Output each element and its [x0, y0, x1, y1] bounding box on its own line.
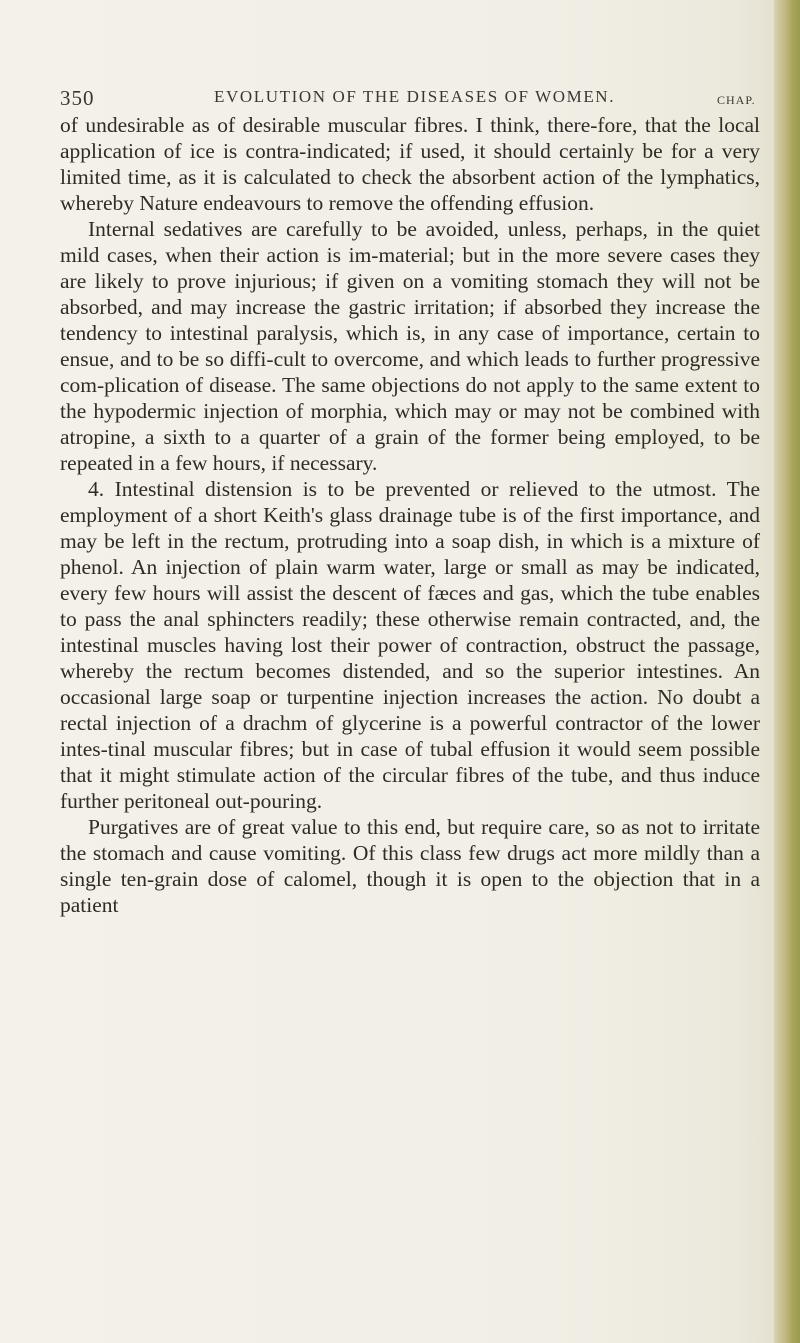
paragraph-purgatives: Purgatives are of great value to this end, but require care, so as not to irritate the stomach and cause vomiting. Of this class few drugs act more mildly than a single ten-grain dose of calomel, though it is open to the objection that in a patient — [60, 815, 760, 917]
running-title: EVOLUTION OF THE DISEASES OF WOMEN. — [214, 87, 616, 106]
paragraph-intestinal-distension: 4. Intestinal distension is to be prevented or relieved to the utmost. The employment of a short Keith's glass drainage tube is of the first importance, and may be left in the rectum, protruding into a soap dish, in which is a mixture of phenol. An injection of plain warm water, large or small as may be indicated, every few hours will assist the descent of fæces and gas, which the tube enables to pass the anal sphincters readily; these otherwise remain contracted, and, the intestinal muscles having lost their power of contraction, obstruct the passage, whereby the rectum becomes distended, and so the superior intestines. An occasional large soap or turpentine injection increases the action. No doubt a rectal injection of a drachm of glycerine is a powerful contractor of the lower intes-tinal muscular fibres; but in case of tubal effusion it would seem possible that it might stimulate action of the circular fibres of the tube, and thus induce further peritoneal out-pouring. — [60, 477, 760, 813]
paragraph-ice-application: of undesirable as of desirable muscular fibres. I think, there-fore, that the local application of ice is contra-indicated; if used, it should certainly be for a very limited time, as it is calculated to check the absorbent action of the lymphatics, whereby Nature endeavours to remove the offending effusion. — [60, 113, 760, 215]
paragraph-internal-sedatives: Internal sedatives are carefully to be avoided, unless, perhaps, in the quiet mild cases, when their action is im-material; but in the more severe cases they are likely to prove injurious; if given on a vomiting stomach they will not be absorbed, and may increase the gastric irritation; if absorbed they increase the tendency to intestinal paralysis, which is, in any case of importance, certain to ensue, and to be so diffi-cult to overcome, and which leads to further progressive com-plication of disease. The same objections do not apply to the same extent to the hypodermic injection of morphia, which may or may not be combined with atropine, a sixth to a quarter of a grain of the former being employed, to be repeated in a few hours, if necessary. — [60, 217, 760, 475]
chapter-mark: CHAP. — [717, 93, 756, 107]
binding-edge — [774, 0, 800, 1343]
body-text — [60, 112, 760, 918]
page-number: 350 — [60, 86, 95, 110]
